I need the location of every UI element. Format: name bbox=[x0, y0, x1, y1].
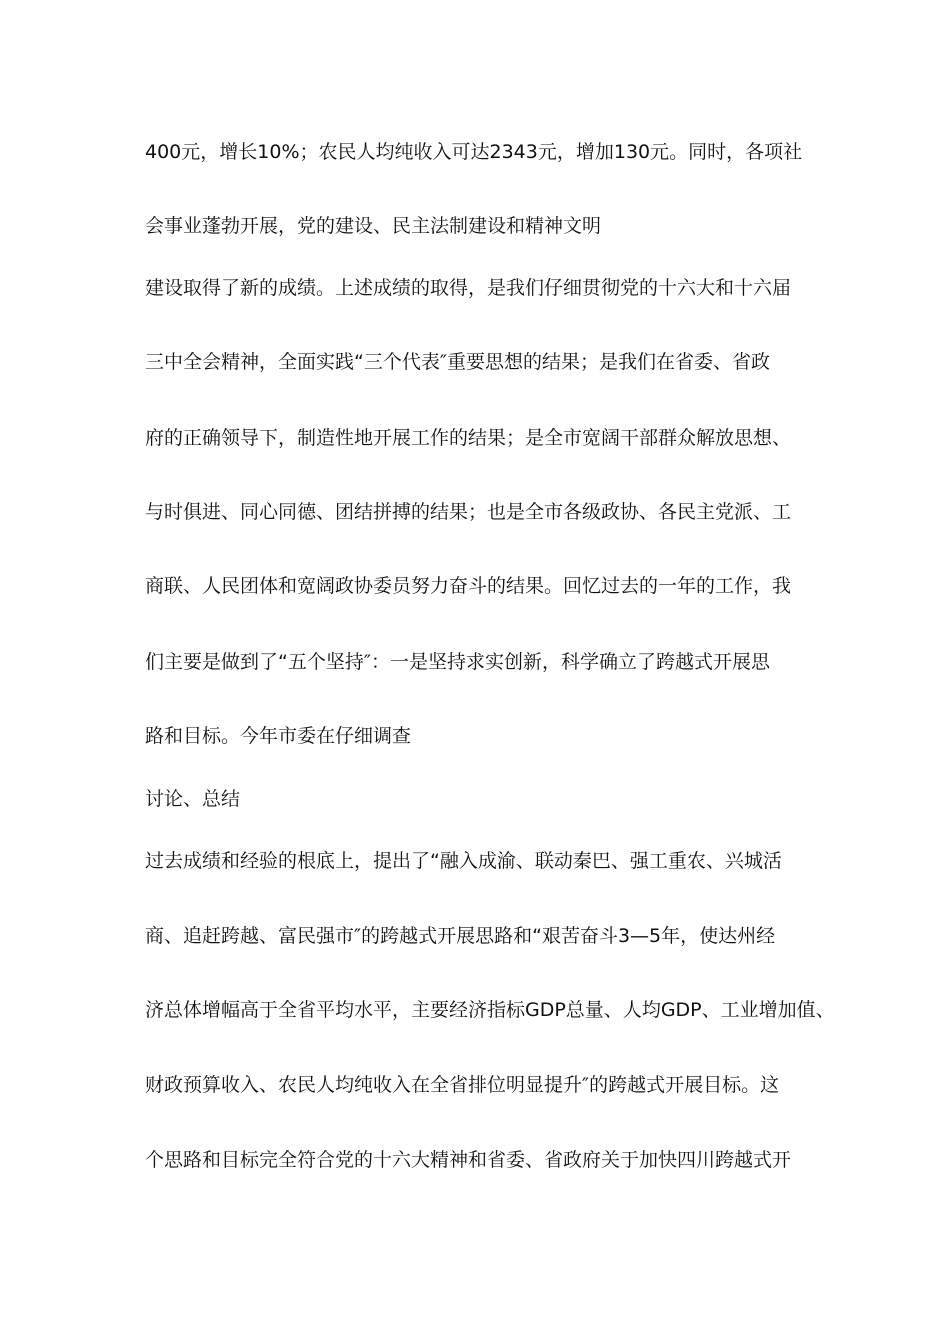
text-line-9: 路和目标。今年市委在仔细调查 bbox=[145, 725, 412, 747]
text-line-14: 财政预算收入、农民人均纯收入在全省排位明显提升″的跨越式开展目标。这 bbox=[145, 1074, 780, 1096]
text-line-7: 商联、人民团体和宽阔政协委员努力奋斗的结果。回忆过去的一年的工作，我 bbox=[145, 575, 792, 597]
text-line-15: 个思路和目标完全符合党的十六大精神和省委、省政府关于加快四川跨越式开 bbox=[145, 1149, 792, 1171]
text-line-8: 们主要是做到了“五个坚持″：一是坚持求实创新，科学确立了跨越式开展思 bbox=[145, 651, 770, 673]
text-line-13: 济总体增幅高于全省平均水平，主要经济指标GDP总量、人均GDP、工业增加值、 bbox=[145, 999, 835, 1021]
section-heading: 讨论、总结 bbox=[145, 788, 241, 810]
text-line-5: 府的正确领导下，制造性地开展工作的结果；是全市宽阔干部群众解放思想、 bbox=[145, 427, 792, 449]
text-line-12: 商、追赶跨越、富民强市″的跨越式开展思路和“艰苦奋斗3—5年，使达州经 bbox=[145, 925, 776, 947]
text-line-6: 与时俱进、同心同德、团结拼搏的结果；也是全市各级政协、各民主党派、工 bbox=[145, 501, 792, 523]
text-line-2: 会事业蓬勃开展，党的建设、民主法制建设和精神文明 bbox=[145, 215, 602, 237]
text-line-3: 建设取得了新的成绩。上述成绩的取得，是我们仔细贯彻党的十六大和十六届 bbox=[145, 277, 792, 299]
text-line-1: 400元，增长10%；农民人均纯收入可达2343元，增加130元。同时，各项社 bbox=[145, 141, 803, 163]
text-line-4: 三中全会精神，全面实践“三个代表″重要思想的结果；是我们在省委、省政 bbox=[145, 351, 770, 373]
text-line-11: 过去成绩和经验的根底上，提出了“融入成渝、联动秦巴、强工重农、兴城活 bbox=[145, 850, 782, 872]
